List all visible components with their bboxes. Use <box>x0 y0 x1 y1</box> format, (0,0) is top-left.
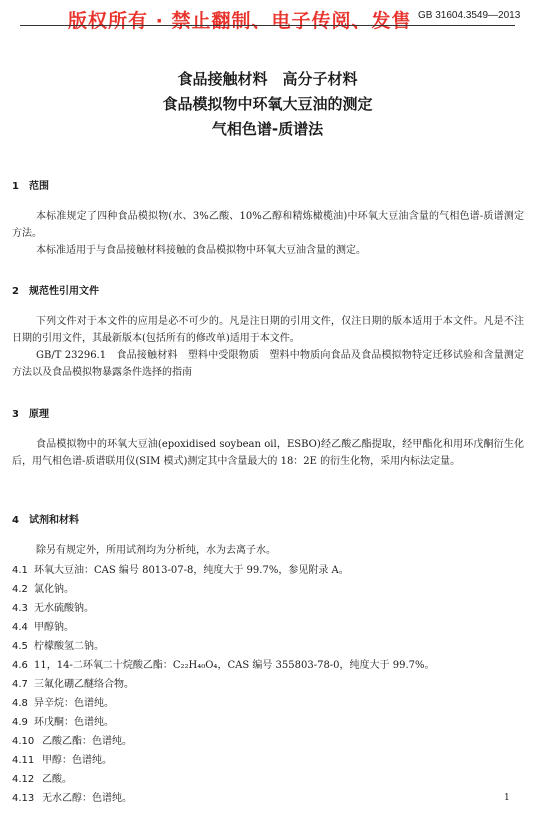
section-number: 1 <box>12 181 19 192</box>
paragraph: 食品模拟物中的环氧大豆油(epoxidised soybean oil，ESBO)经乙酸乙酯提取，经甲酯化和用环戊酮衍生化后，用气相色谱-质谱联用仪(SIM 模式)测定其中含量最大的 18：2E 的衍生化物，采用内标法定量。 <box>12 439 524 467</box>
list-item: 4.2 氯化钠。 <box>12 584 74 595</box>
paragraph: 本标准规定了四种食品模拟物(水、3%乙酸、10%乙醇和精炼橄榄油)中环氧大豆油含量的气相色谱-质谱测定方法。 <box>12 211 524 239</box>
watermark-banner: 版权所有 · 禁止翻制、电子传阅、发售 <box>68 10 412 32</box>
section-heading-reagents <box>12 511 79 526</box>
list-item: 4.11 甲醇：色谱纯。 <box>12 755 112 766</box>
section-heading-scope <box>12 177 49 192</box>
list-item: 4.9 环戊酮：色谱纯。 <box>12 717 114 728</box>
document-number: GB 31604.3549—2013 <box>418 10 521 21</box>
section-heading-normative-references <box>12 282 99 297</box>
section-number: 4 <box>12 515 19 526</box>
list-item: 4.7 三氟化硼乙醚络合物。 <box>12 679 134 690</box>
header-rule <box>20 25 515 26</box>
list-item: 4.3 无水硫酸钠。 <box>12 603 94 614</box>
section-heading-principle <box>12 405 49 420</box>
list-item: 4.4 甲醇钠。 <box>12 622 74 633</box>
list-item: 4.10 乙酸乙酯：色谱纯。 <box>12 736 132 747</box>
list-item: 4.1 环氧大豆油：CAS 编号 8013-07-8，纯度大于 99.7%，参见附录 A。 <box>12 565 349 576</box>
section-title: 范围 <box>29 181 49 192</box>
page-number: 1 <box>504 793 510 803</box>
list-item: 4.5 柠檬酸氢二钠。 <box>12 641 104 652</box>
section-title: 试剂和材料 <box>29 515 79 526</box>
list-item: 4.8 异辛烷：色谱纯。 <box>12 698 114 709</box>
page-title-line1: 食品接触材料 高分子材料 <box>177 70 358 88</box>
list-item: 4.12 乙酸。 <box>12 774 72 785</box>
page-title-line3: 气相色谱-质谱法 <box>211 120 324 138</box>
paragraph: 除另有规定外，所用试剂均为分析纯，水为去离子水。 <box>36 545 276 556</box>
list-item: 4.13 无水乙醇：色谱纯。 <box>12 793 132 804</box>
paragraph: GB/T 23296.1 食品接触材料 塑料中受限物质 塑料中物质向食品及食品模拟物特定迁移试验和含量测定方法以及食品模拟物暴露条件选择的指南 <box>12 350 524 378</box>
paragraph: 本标准适用于与食品接触材料接触的食品模拟物中环氧大豆油含量的测定。 <box>36 245 366 256</box>
section-number: 3 <box>12 409 19 420</box>
section-title: 规范性引用文件 <box>29 286 99 297</box>
section-title: 原理 <box>29 409 49 420</box>
section-number: 2 <box>12 286 19 297</box>
paragraph: 下列文件对于本文件的应用是必不可少的。凡是注日期的引用文件，仅注日期的版本适用于本文件。凡是不注日期的引用文件，其最新版本(包括所有的修改单)适用于本文件。 <box>12 316 524 344</box>
list-item: 4.6 11，14-二环氧二十烷酸乙酯：C₂₂H₄₀O₄，CAS 编号 355803-78-0，纯度大于 99.7%。 <box>12 660 435 671</box>
page-title-line2: 食品模拟物中环氧大豆油的测定 <box>162 95 373 113</box>
